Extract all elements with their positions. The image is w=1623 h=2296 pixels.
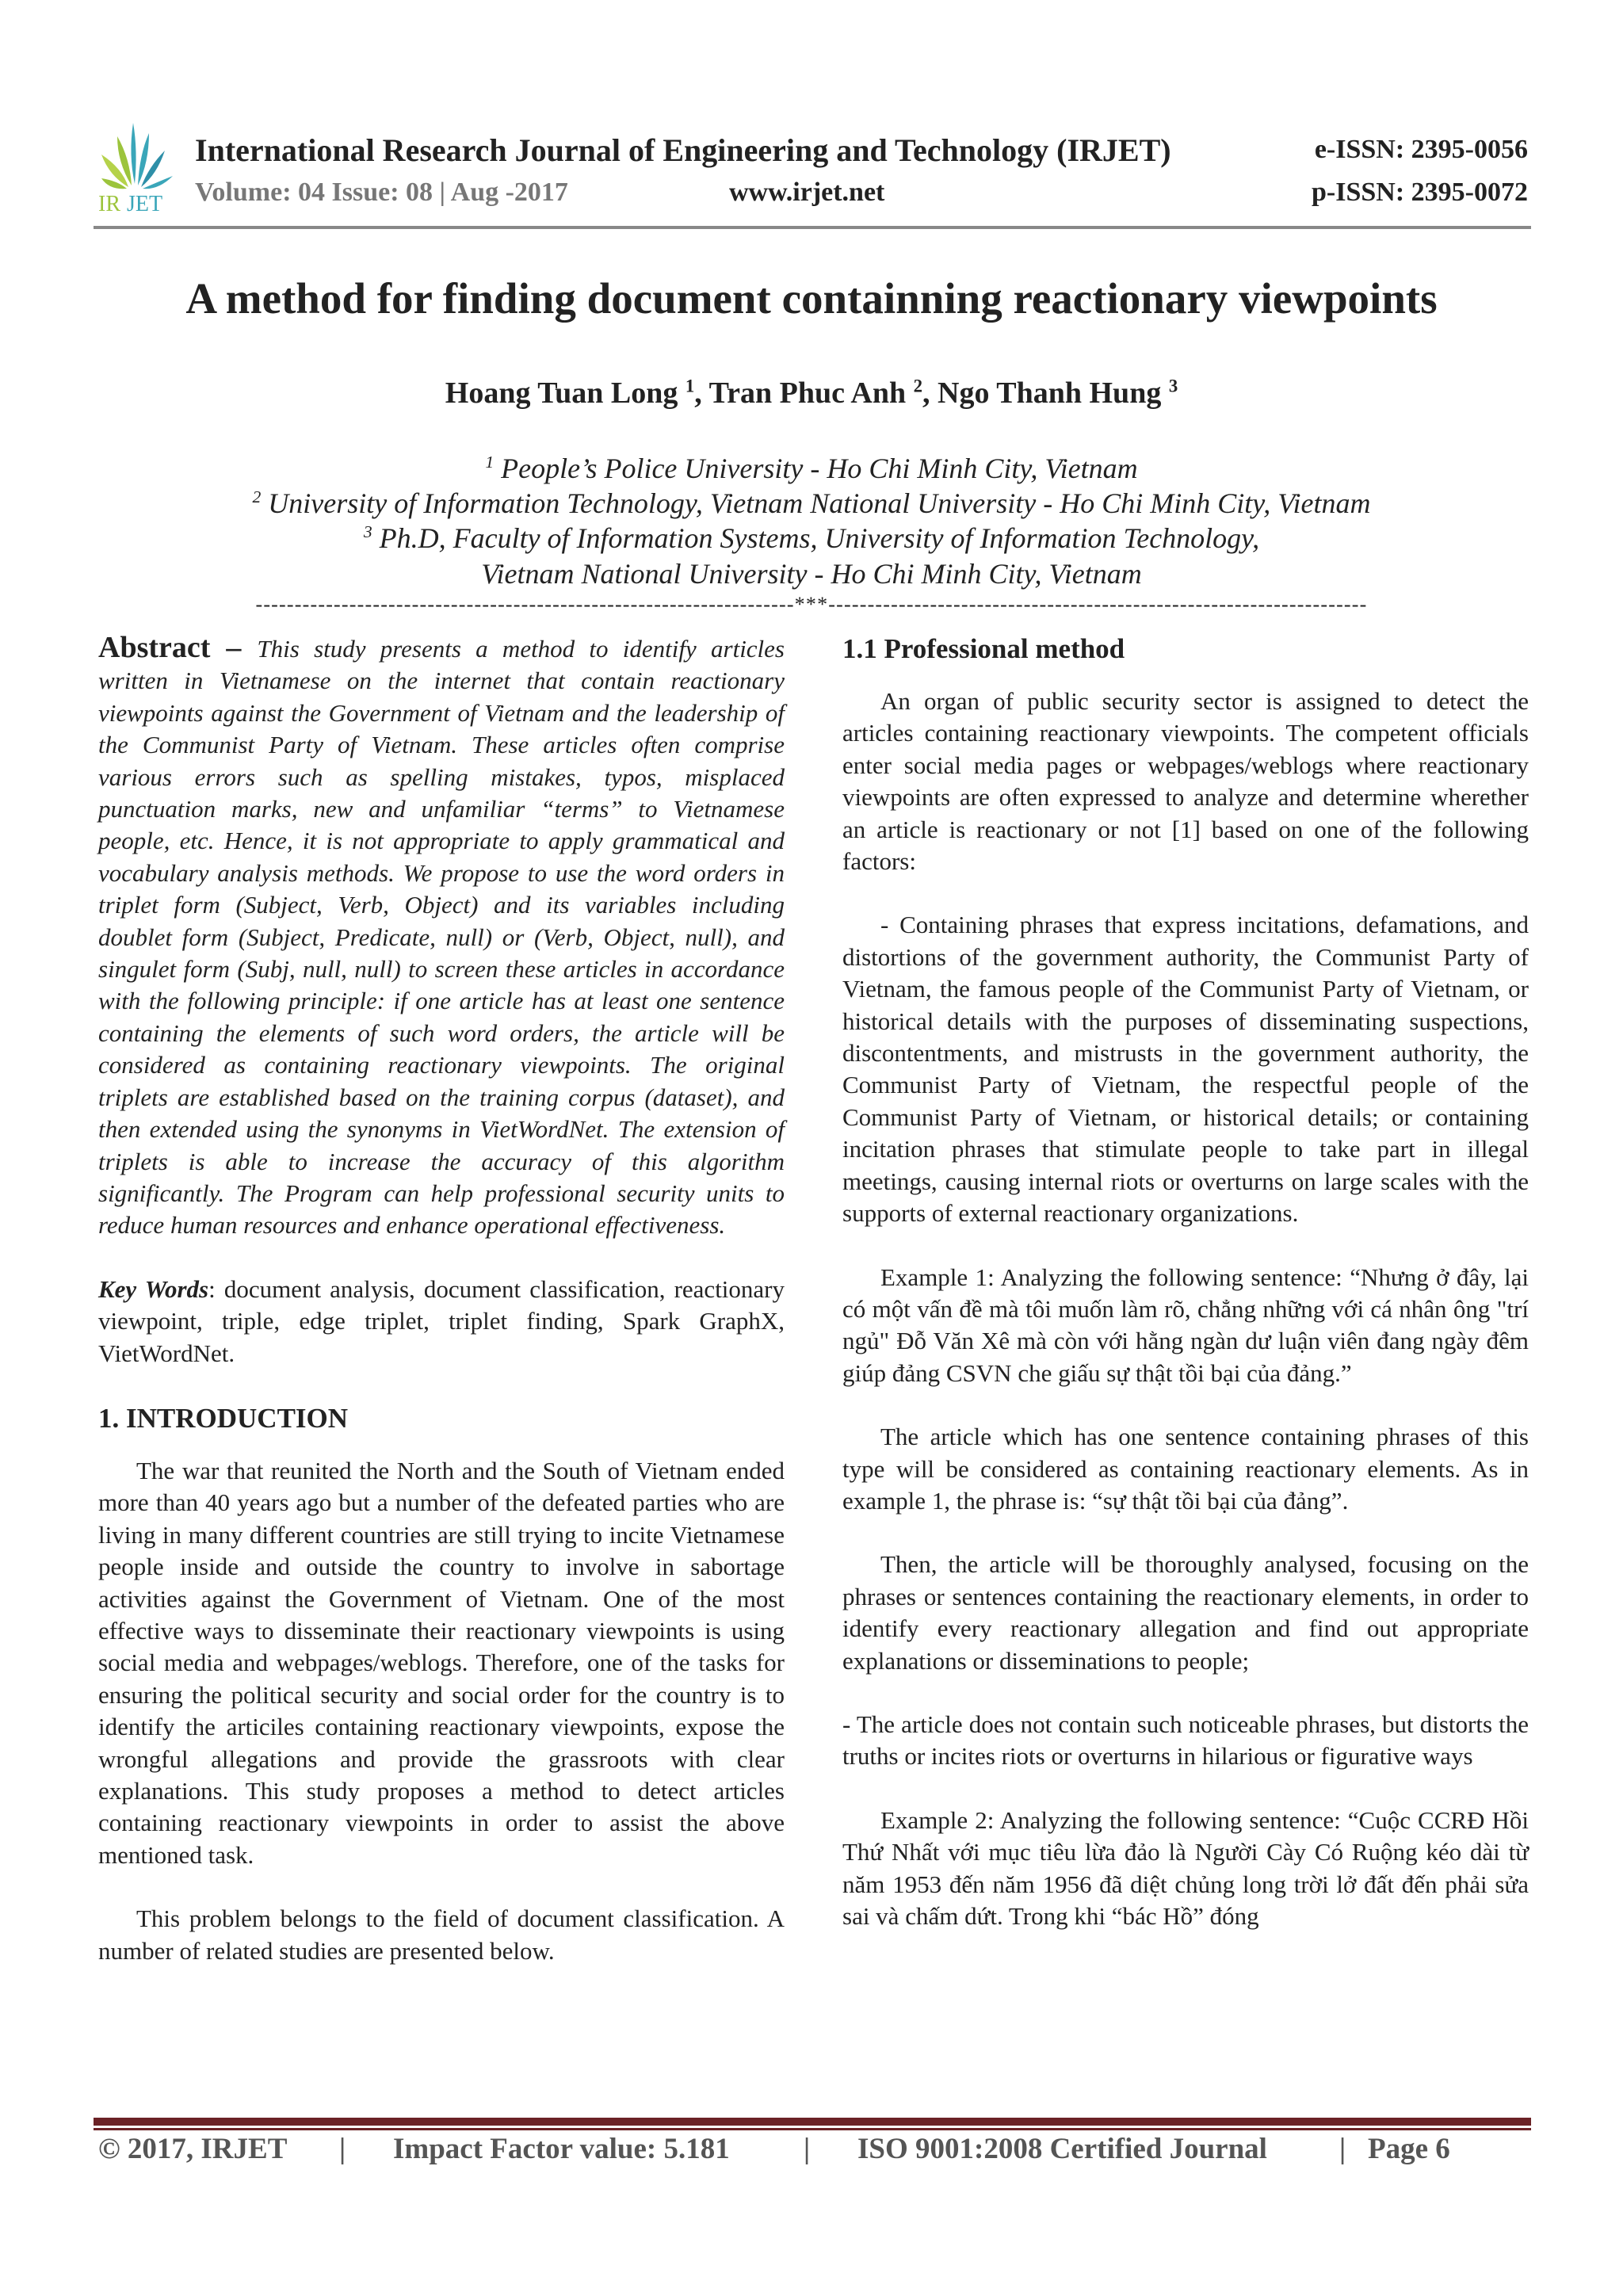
- paragraph: The article which has one sentence containing phrases of this type will be considered as containing reactionary elements. As in example 1, the phrase is: “sự thật tồi bại của đảng”.: [842, 1423, 1529, 1515]
- authors: Hoang Tuan Long $^1$, Tran Phuc Anh $^2$, Ngo Thanh Hung $^3$: [445, 376, 1178, 410]
- paragraph: - The article does not contain such noticeable phrases, but distorts the truths or incites riots or overturns in hilarious or figurative ways: [842, 1710, 1529, 1771]
- paragraph: - Containing phrases that express incitations, defamations, and distortions of the government authority, the Communist Party of Vietnam, the famous people of the Communist Party of Vietnam, or historical details with the purposes of disseminating suspections, discontentments, and mistrusts in the government authority, the Communist Party of Vietnam, the respectful people of the Communist Party of Vietnam, or historical details; or containing incitation phrases that stimulate people to take part in illegal meetings, causing internal riots or overturns on large scales with the supports of external reactionary organizations.: [842, 911, 1529, 1228]
- header-divider: [94, 226, 1531, 229]
- abstract-label: Abstract –: [98, 631, 258, 664]
- affiliation: Vietnam National University - Ho Chi Minh City, Vietnam: [481, 558, 1142, 590]
- footer-copyright: © 2017, IRJET: [98, 2133, 288, 2165]
- footer-sep: |: [804, 2133, 811, 2165]
- affiliation: $^2$ University of Information Technology, Vietnam National University - Ho Chi Minh City, Vietnam: [252, 487, 1371, 519]
- p-issn: p-ISSN: 2395-0072: [1312, 178, 1528, 207]
- footer-sep: |: [1339, 2133, 1346, 2165]
- affiliation: $^1$ People’s Police University - Ho Chi Minh City, Vietnam: [485, 453, 1138, 484]
- irjet-logo: [94, 119, 181, 214]
- abstract: [98, 632, 785, 1242]
- svg-text:IR: IR: [98, 192, 120, 214]
- paragraph: This problem belongs to the field of document classification. A number of related studies are presented below.: [98, 1904, 785, 1965]
- paragraph: An organ of public security sector is assigned to detect the articles containing reactionary viewpoints. The competent officials enter social media pages or webpages/weblogs where reactionary viewpoints are often expressed to analyze and determine wherether an article is reactionary or not [1] based on one of the following factors:: [842, 687, 1529, 876]
- website-link[interactable]: www.irjet.net: [729, 178, 885, 207]
- right-column: [842, 632, 1529, 1964]
- paragraph: Example 2: Analyzing the following sentence: “Cuộc CCRĐ Hồi Thứ Nhất với mục tiêu lừa đảo là Người Cày Có Ruộng kéo dài từ năm 1953 đến năm 1956 đã diệt chủng long trời lở đất đến phải sửa sai và chấm dứt. Trong khi “bác Hồ” đóng: [842, 1805, 1529, 1930]
- section-heading: 1.1 Professional method: [842, 633, 1125, 664]
- left-column: [98, 632, 785, 1999]
- author: Hoang Tuan Long: [445, 376, 678, 410]
- journal-name: International Research Journal of Engineering and Technology (IRJET): [195, 132, 1171, 168]
- section-heading: 1. INTRODUCTION: [98, 1402, 349, 1434]
- paragraph: Example 1: Analyzing the following sentence: “Nhưng ở đây, lại có một vấn đề mà tôi muốn làm rõ, chẳng những với cá nhân ông "trí ngủ" Đỗ Văn Xê mà còn với hằng ngàn dư luận viên đang ngày đêm giúp đảng CSVN che giấu sự thật tồi bại của đảng.”: [842, 1263, 1529, 1387]
- abstract-text: This study presents a method to identify articles written in Vietnamese on the internet that contain reactionary viewpoints against the Government of Vietnam and the leadership of the Communist Party of Vietnam. These articles often comprise various errors such as spelling mistakes, typos, misplaced punctuation marks, new and unfamiliar “terms” to Vietnamese people, etc. Hence, it is not appropriate to apply grammatical and vocabulary analysis methods. We propose to use the word orders in triplet form (Subject, Verb, Object) and its variables including doublet form (Subject, Predicate, null) or (Verb, Object, null), and singulet form (Subj, null, null) to screen these articles in accordance with the following principle: if one article has at least one sentence containing the elements of such word orders, the article will be considered as containing reactionary viewpoints. The original triplets are established based on the training corpus (dataset), and then extended using the synonyms in VietWordNet. The extension of triplets is able to increase the accuracy of this algorithm significantly. The Program can help professional security units to reduce human resources and enhance operational effectiveness.: [98, 635, 785, 1240]
- section-separator: ---------------------------------------------------------------------***---------------------------------------------------------------------: [255, 593, 1368, 616]
- footer-bar: [94, 2118, 1531, 2126]
- footer-impact: Impact Factor value: 5.181: [393, 2133, 730, 2165]
- paragraph: Then, the article will be thoroughly analysed, focusing on the phrases or sentences containing the reactionary elements, in order to identify every reactionary allegation and find out appropriate explanations or disseminations to people;: [842, 1550, 1529, 1675]
- paper-title: A method for finding document containning reactionary viewpoints: [185, 274, 1438, 323]
- affiliation: $^3$ Ph.D, Faculty of Information Systems, University of Information Technology,: [363, 522, 1260, 554]
- footer-page: Page 6: [1368, 2133, 1450, 2165]
- author-sup: 1: [685, 376, 695, 396]
- author-sup: 2: [913, 376, 922, 396]
- paragraph: The war that reunited the North and the South of Vietnam ended more than 40 years ago but a number of the defeated parties who are living in many different countries are still trying to incite Vietnamese people inside and outside the country to involve in sabortage activities against the Government of Vietnam. One of the most effective ways to disseminate their reactionary viewpoints is using social media and webpages/weblogs. Therefore, one of the tasks for ensuring the political security and social order for the country is to identify the articiles containing reactionary viewpoints, expose the wrongful allegations and provide the grassroots with clear explanations. This study proposes a method to detect articles containing reactionary viewpoints in order to assist the above mentioned task.: [98, 1456, 785, 1869]
- author: Ngo Thanh Hung: [938, 376, 1162, 410]
- footer-bar-thin: [94, 2128, 1531, 2130]
- footer-iso: ISO 9001:2008 Certified Journal: [857, 2133, 1267, 2165]
- author: Tran Phuc Anh: [708, 376, 907, 410]
- svg-text:JET: JET: [127, 192, 163, 214]
- e-issn: e-ISSN: 2395-0056: [1314, 135, 1528, 164]
- keywords: Key Words: document analysis, document classification, reactionary viewpoint, triple, edge triplet, triplet finding, Spark GraphX, VietWordNet.: [98, 1274, 785, 1367]
- author-sup: 3: [1168, 376, 1178, 396]
- footer-sep: |: [339, 2133, 346, 2165]
- volume-issue: Volume: 04 Issue: 08 | Aug -2017: [195, 178, 568, 207]
